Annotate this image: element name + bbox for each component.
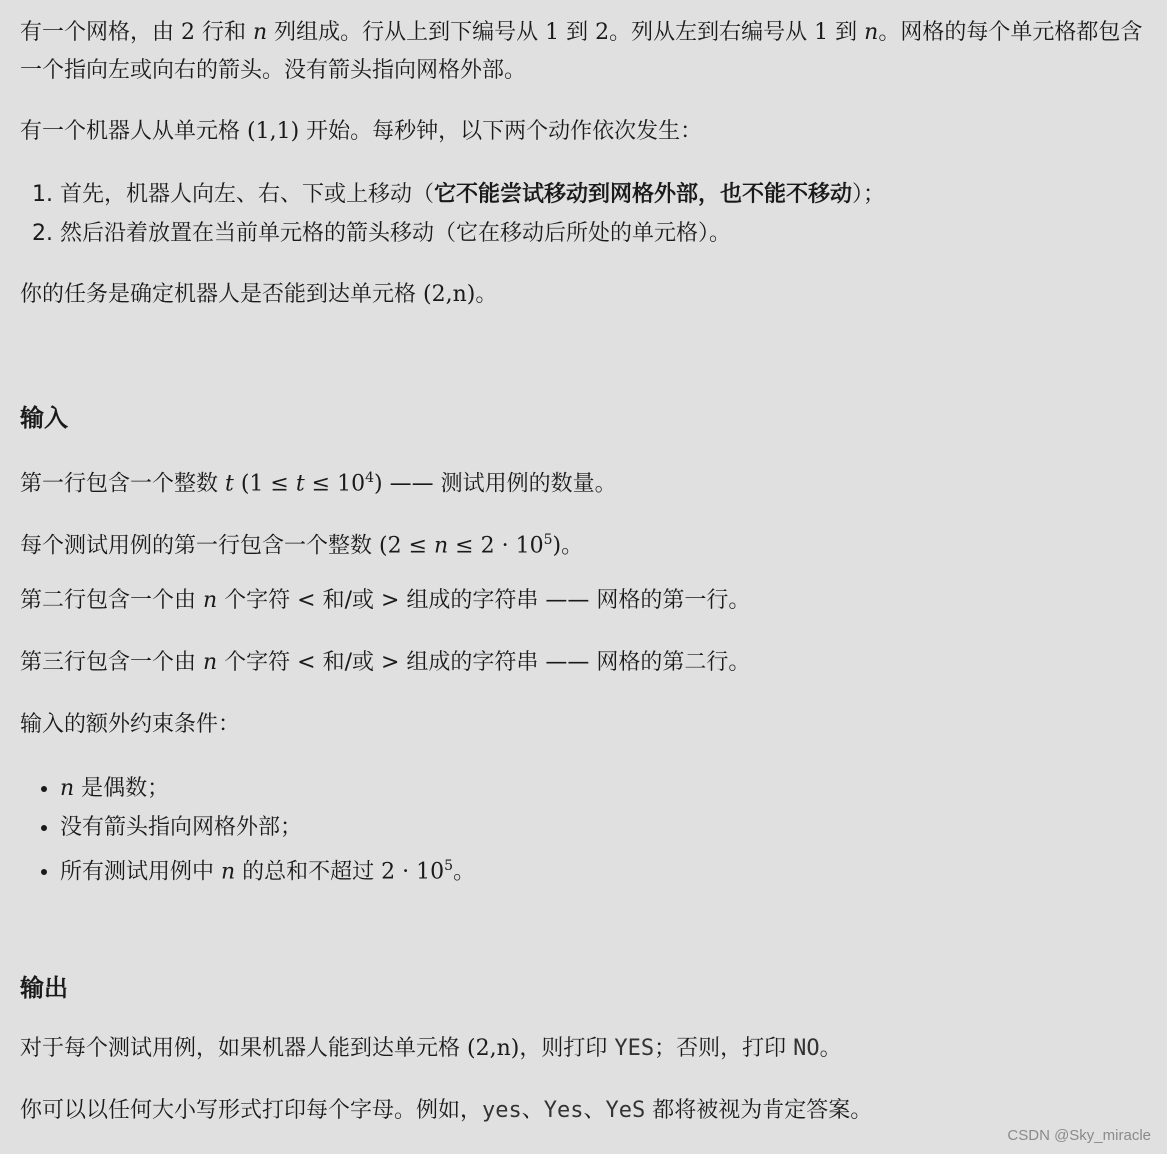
list-item — [60, 847, 475, 891]
text: 然后沿着放置在当前单元格的箭头移动（它在移动后所处的单元格）。 — [60, 221, 732, 246]
math: ) — [552, 533, 562, 559]
code: Yes — [543, 1098, 584, 1123]
text: 行和 — [195, 20, 253, 45]
output-line-2 — [20, 1092, 872, 1130]
text: 对于每个测试用例，如果机器人能到达单元格 — [20, 1036, 467, 1061]
text: 第二行包含一个由 — [20, 588, 203, 613]
math: n — [203, 588, 218, 613]
code: YES — [614, 1036, 655, 1061]
text: 是偶数； — [74, 776, 170, 801]
text: ）； — [852, 182, 886, 207]
list-item — [60, 214, 885, 253]
list-item — [60, 769, 475, 808]
text: 。 — [453, 859, 476, 885]
text: 到 — [828, 20, 865, 45]
text: 输入的额外约束条件： — [20, 712, 241, 737]
text: 所有测试用例中 — [60, 859, 221, 885]
text: 第三行包含一个由 — [20, 650, 203, 675]
math: 2 · 10 — [381, 859, 445, 885]
text: 每个测试用例的第一行包含一个整数 — [20, 533, 379, 559]
text: 。 — [475, 282, 498, 307]
math: n — [253, 20, 268, 45]
math: ≤ 2 · 10 — [448, 533, 544, 559]
text: 、 — [521, 1098, 544, 1123]
math: 1 — [814, 20, 829, 45]
text: 开始。每秒钟，以下两个动作依次发生： — [299, 119, 703, 144]
math: n — [60, 776, 75, 801]
text: 没有箭头指向网格外部； — [60, 815, 303, 840]
input-line-3 — [20, 582, 750, 620]
code: NO — [793, 1036, 820, 1061]
heading: 输入 — [20, 404, 68, 432]
text: 有一个机器人从单元格 — [20, 119, 247, 144]
math: 2 — [181, 20, 195, 45]
math: n — [864, 20, 879, 45]
watermark: CSDN @Sky_miracle — [1007, 1127, 1151, 1144]
math: ≤ 10 — [304, 471, 366, 497]
text: 、 — [583, 1098, 606, 1123]
intro-paragraph-2 — [20, 113, 702, 151]
math: (2,n) — [467, 1036, 520, 1061]
math-exponent: 4 — [365, 470, 375, 486]
output-line-1 — [20, 1030, 842, 1068]
math-exponent: 5 — [444, 858, 454, 874]
code: YeS — [605, 1098, 646, 1123]
input-line-4 — [20, 644, 750, 682]
math: (1 ≤ — [233, 471, 296, 497]
text: 你可以以任何大小写形式打印每个字母。例如， — [20, 1098, 483, 1123]
math: (2 ≤ — [379, 533, 434, 559]
text: 个字符 < 和/或 > 组成的字符串 —— 网格的第一行。 — [217, 588, 751, 613]
math: 1 — [545, 20, 560, 45]
input-line-5 — [20, 706, 240, 744]
math: ) — [374, 471, 383, 497]
list-item — [60, 808, 475, 847]
text: 。网格的每个单元格都包含一个指向左或向右的箭头。没有箭头指向网格外部。 — [20, 20, 1143, 83]
list-item — [60, 175, 885, 214]
math-exponent: 5 — [543, 532, 553, 548]
math: n — [221, 859, 236, 885]
text: 有一个网格，由 — [20, 20, 181, 45]
steps-list — [0, 175, 885, 253]
text: 首先，机器人向左、右、下或上移动（ — [60, 182, 435, 207]
math: n — [434, 533, 449, 559]
input-line-1 — [20, 459, 617, 503]
input-line-2 — [20, 521, 583, 565]
text: 。 — [561, 533, 584, 559]
input-section-heading — [20, 398, 68, 438]
text: 你的任务是确定机器人是否能到达单元格 — [20, 282, 423, 307]
intro-paragraph-1 — [20, 14, 1145, 90]
text: 的总和不超过 — [235, 859, 382, 885]
math: (2,n) — [423, 282, 476, 307]
text: 个字符 < 和/或 > 组成的字符串 —— 网格的第二行。 — [217, 650, 751, 675]
text: ；否则，打印 — [654, 1036, 794, 1061]
text: —— 测试用例的数量。 — [382, 471, 617, 497]
text: 。列从左到右编号从 — [609, 20, 815, 45]
text: 第一行包含一个整数 — [20, 471, 225, 497]
math: (1,1) — [247, 119, 300, 144]
output-section-heading — [20, 968, 68, 1008]
math: n — [203, 650, 218, 675]
math: t — [225, 471, 234, 497]
code: yes — [482, 1098, 522, 1123]
text: ，则打印 — [519, 1036, 615, 1061]
math: 2 — [595, 20, 610, 45]
constraints-list — [0, 769, 475, 891]
text: 。 — [819, 1036, 842, 1061]
text: 都将被视为肯定答案。 — [645, 1098, 873, 1123]
bold-text: 它不能尝试移动到网格外部，也不能不移动 — [434, 182, 853, 207]
math: t — [295, 471, 305, 497]
text: 列组成。行从上到下编号从 — [267, 20, 546, 45]
intro-paragraph-3 — [20, 276, 497, 314]
text: 到 — [559, 20, 596, 45]
heading: 输出 — [20, 974, 68, 1002]
